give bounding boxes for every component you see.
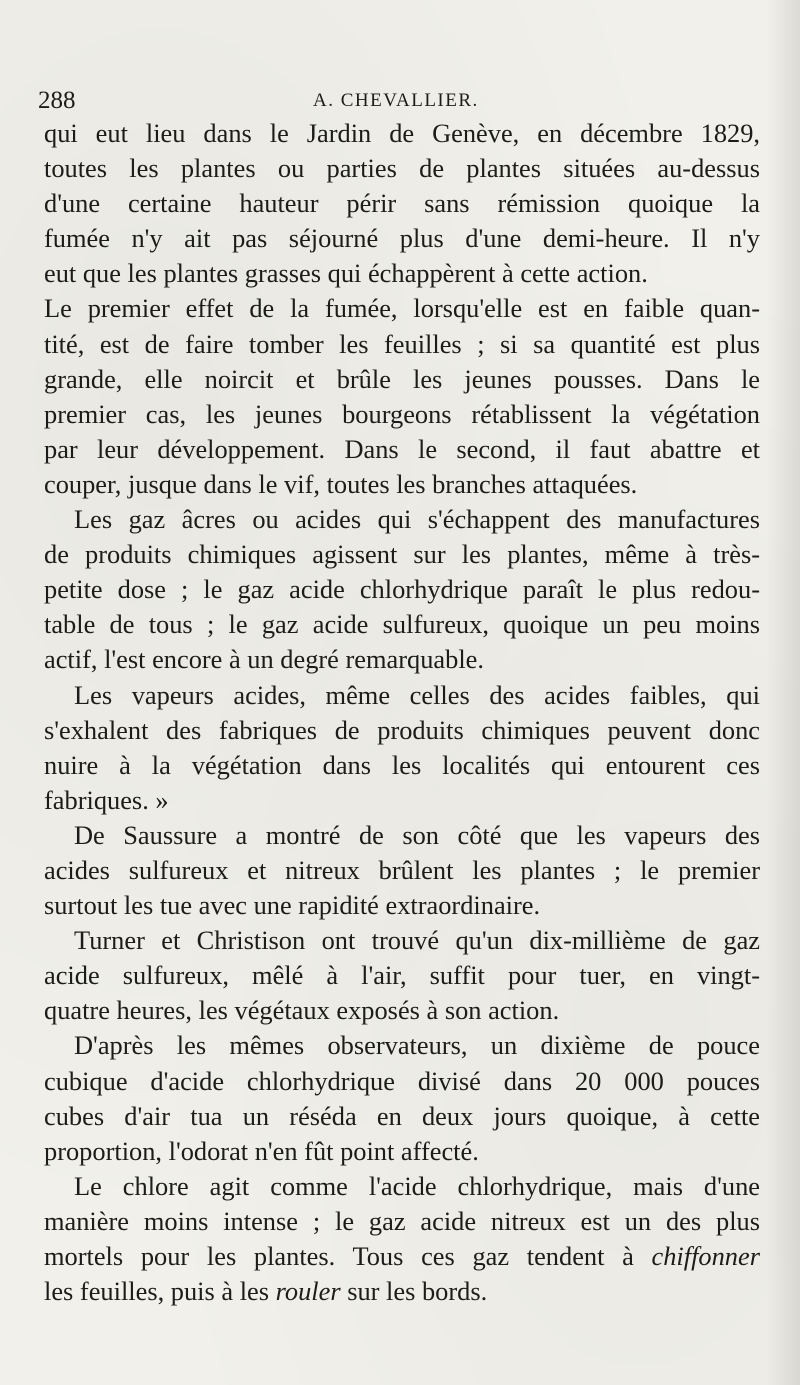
text-line: quatre heures, les végétaux exposés à son action. — [44, 995, 560, 1026]
text-line: surtout les tue avec une rapidité extraordinaire. — [44, 890, 541, 921]
text-line: cubes d'air tua un réséda en deux jours quoique, à cette — [44, 1100, 760, 1131]
text-line: cubique d'acide chlorhydrique divisé dans 20 000 pouces — [44, 1065, 760, 1096]
text-line: mortels pour les plantes. Tous ces gaz tendent à chiffonner — [44, 1241, 760, 1271]
text-line: Le premier effet de la fumée, lorsqu'elle est en faible quan- — [44, 293, 760, 324]
text-line: acide sulfureux, mêlé à l'air, suffit pour tuer, en vingt- — [44, 960, 760, 991]
text-line: de produits chimiques agissent sur les plantes, même à très- — [44, 539, 760, 570]
text-line: acides sulfureux et nitreux brûlent les plantes ; le premier — [44, 854, 760, 885]
running-title: A. CHEVALLIER. — [313, 90, 479, 111]
text-line: Les vapeurs acides, même celles des acides faibles, qui — [74, 679, 760, 710]
text-line: Turner et Christison ont trouvé qu'un dix-millième de gaz — [74, 925, 760, 956]
text-line: actif, l'est encore à un degré remarquable. — [44, 644, 484, 675]
text-line: toutes les plantes ou parties de plantes situées au-dessus — [44, 153, 760, 184]
text-line: Les gaz âcres ou acides qui s'échappent des manufactures — [74, 504, 760, 535]
text-line: Le chlore agit comme l'acide chlorhydrique, mais d'une — [74, 1170, 760, 1201]
text-line: tité, est de faire tomber les feuilles ; si sa quantité est plus — [44, 328, 760, 359]
text-line: fabriques. » — [44, 784, 169, 815]
text-line: petite dose ; le gaz acide chlorhydrique paraît le plus redou- — [44, 574, 760, 605]
text-line: manière moins intense ; le gaz acide nitreux est un des plus — [44, 1205, 760, 1236]
text-line: s'exhalent des fabriques de produits chimiques peuvent donc — [44, 714, 760, 745]
page-edge-shadow — [766, 0, 800, 1385]
text-line: par leur développement. Dans le second, il faut abattre et — [44, 433, 760, 464]
text-line: grande, elle noircit et brûle les jeunes pousses. Dans le — [44, 363, 760, 394]
page-number: 288 — [38, 87, 76, 114]
text-line: d'une certaine hauteur périr sans rémission quoique la — [44, 188, 760, 219]
text-line: table de tous ; le gaz acide sulfureux, quoique un peu moins — [44, 609, 760, 640]
text-line: nuire à la végétation dans les localités qui entourent ces — [44, 749, 760, 780]
text-line: couper, jusque dans le vif, toutes les branches attaquées. — [44, 468, 638, 499]
text-line: premier cas, les jeunes bourgeons rétablissent la végétation — [44, 398, 760, 429]
text-line: eut que les plantes grasses qui échappèrent à cette action. — [44, 258, 648, 289]
text-line: fumée n'y ait pas séjourné plus d'une demi-heure. Il n'y — [44, 223, 760, 254]
text-line: les feuilles, puis à les rouler sur les bords. — [44, 1276, 488, 1307]
running-head — [38, 84, 758, 118]
text-line: D'après les mêmes observateurs, un dixième de pouce — [74, 1030, 760, 1061]
text-line: qui eut lieu dans le Jardin de Genève, en décembre 1829, — [44, 118, 760, 148]
body-text — [44, 116, 760, 1309]
text-line: proportion, l'odorat n'en fût point affecté. — [44, 1135, 479, 1166]
text-line: De Saussure a montré de son côté que les vapeurs des — [74, 819, 760, 850]
